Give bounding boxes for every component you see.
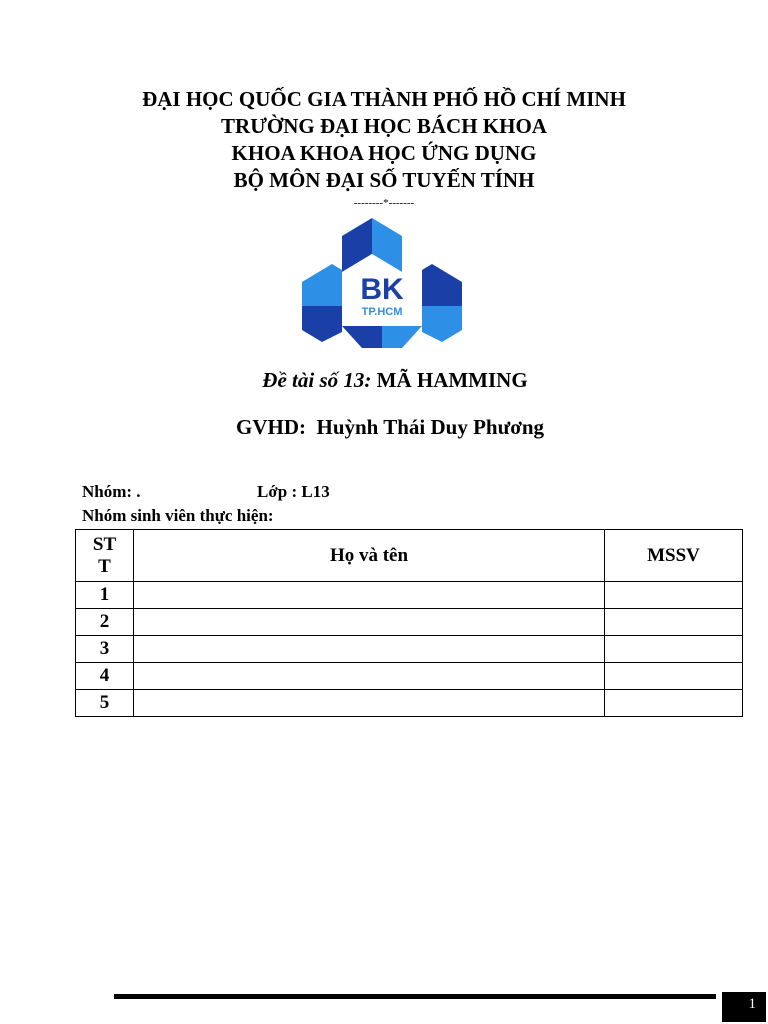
advisor-label: GVHD:	[235, 415, 306, 439]
header-id: MSSV	[605, 530, 743, 582]
row-stt: 3	[76, 636, 134, 663]
header-stt-line1: ST	[92, 533, 117, 555]
row-name	[134, 582, 605, 609]
row-stt: 5	[76, 690, 134, 717]
logo-text-main: BK	[360, 273, 404, 306]
members-heading: Nhóm sinh viên thực hiện:	[82, 506, 274, 525]
header-name: Họ và tên	[134, 530, 605, 582]
table-row	[76, 690, 743, 717]
header-stt	[76, 530, 134, 582]
row-stt: 2	[76, 609, 134, 636]
row-stt: 1	[76, 582, 134, 609]
logo-left-bottom-face	[302, 306, 342, 342]
header-separator: --------*-------	[353, 197, 415, 209]
row-id	[605, 636, 743, 663]
university-name: ĐẠI HỌC QUỐC GIA THÀNH PHỐ HỒ CHÍ MINH	[142, 87, 626, 111]
row-id	[605, 609, 743, 636]
table-row	[76, 663, 743, 690]
row-name	[134, 636, 605, 663]
logo-bottom-left-face	[342, 326, 382, 348]
table-header-row	[76, 530, 743, 582]
topic-line	[0, 368, 768, 393]
page-number: 1	[722, 992, 766, 1022]
row-name	[134, 663, 605, 690]
row-id	[605, 690, 743, 717]
bk-logo	[302, 214, 462, 348]
header-stt-line2: T	[98, 555, 111, 577]
table-row	[76, 636, 743, 663]
row-name	[134, 690, 605, 717]
topic-label: Đề tài số 13:	[262, 368, 372, 392]
topic-title: MÃ HAMMING	[376, 368, 528, 392]
table-row	[76, 582, 743, 609]
row-id	[605, 663, 743, 690]
logo-right-bottom-face	[422, 306, 462, 342]
logo-bottom-right-face	[382, 326, 422, 348]
advisor-name: Huỳnh Thái Duy Phương	[316, 415, 545, 439]
row-name	[134, 609, 605, 636]
document-header	[0, 86, 768, 194]
advisor-line	[0, 415, 768, 440]
school-name: TRƯỜNG ĐẠI HỌC BÁCH KHOA	[221, 114, 547, 138]
row-id	[605, 582, 743, 609]
group-number: Nhóm: .	[82, 482, 141, 501]
department-name: BỘ MÔN ĐẠI SỐ TUYẾN TÍNH	[233, 168, 535, 192]
class-code: Lớp : L13	[257, 482, 330, 501]
row-stt: 4	[76, 663, 134, 690]
logo-text-sub: TP.HCM	[361, 306, 403, 318]
table-row	[76, 609, 743, 636]
logo-left-top-face	[302, 264, 342, 306]
logo-right-top-face	[422, 264, 462, 306]
faculty-name: KHOA KHOA HỌC ỨNG DỤNG	[231, 141, 537, 165]
footer-rule	[114, 994, 716, 999]
members-table	[75, 529, 743, 717]
